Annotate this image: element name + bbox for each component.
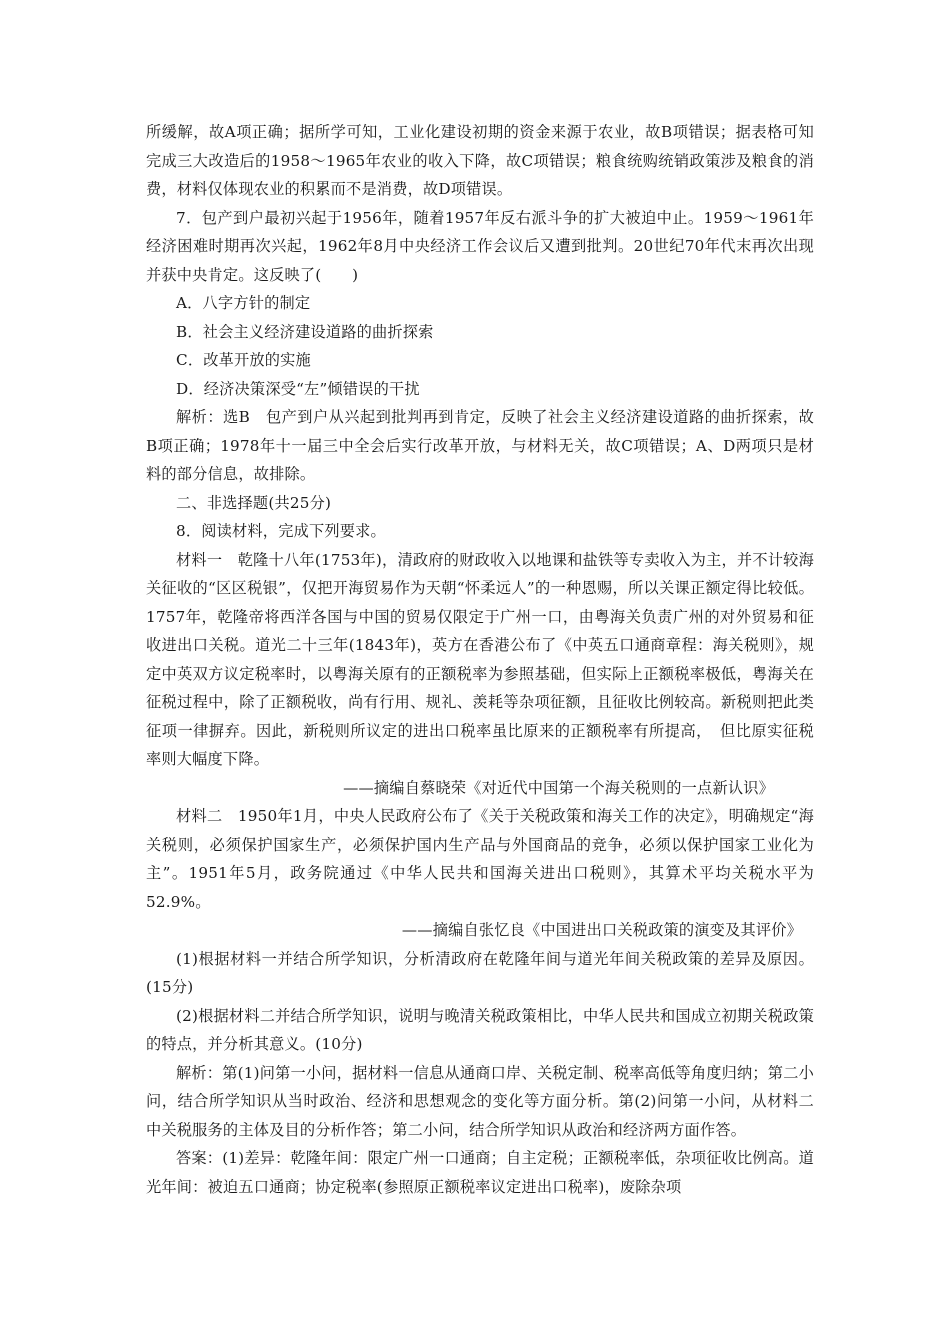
material-one: 材料一 乾隆十八年(1753年)，清政府的财政收入以地课和盐铁等专卖收入为主，并不计较海关征收的“区区税银”，仅把开海贸易作为天朝“怀柔远人”的一种恩赐，所以关课正额定得比较低。1757年，乾隆帝将西洋各国与中国的贸易仅限定于广州一口，由粤海关负责广州的对外贸易和征收进出口关税。道光二十三年(1843年)，英方在香港公布了《中英五口通商章程：海关税则》，规定中英双方议定税率时，以粤海关原有的正额税率为参照基础，但实际上正额税率极低，粤海关在征税过程中，除了正额税收，尚有行用、规礼、羡耗等杂项征额，且征收比例较高。新税则把此类征项一律摒弃。因此，新税则所议定的进出口税率虽比原来的正额税率有所提高， 但比原实征税率则大幅度下降。	[146, 550, 814, 768]
question-8-stem: 8．阅读材料，完成下列要求。	[176, 522, 386, 540]
section-heading: 二、非选择题(共25分)	[176, 493, 332, 512]
question-7-option-c: C．改革开放的实施	[176, 351, 311, 369]
sub-question-1: (1)根据材料一并结合所学知识，分析清政府在乾隆年间与道光年间关税政策的差异及原因。(15分)	[146, 949, 814, 996]
question-7-option-b: B．社会主义经济建设道路的曲折探索	[176, 322, 434, 341]
question-7-option-a: A．八字方针的制定	[176, 294, 311, 312]
continued-analysis: 所缓解，故A项正确；据所学可知，工业化建设初期的资金来源于农业，故B项错误；据表格可知完成三大改造后的1958～1965年农业的收入下降，故C项错误；粮食统购统销政策涉及粮食的消费，材料仅体现农业的积累而不是消费，故D项错误。	[146, 123, 814, 198]
question-7-analysis: 解析：选B 包产到户从兴起到批判再到肯定，反映了社会主义经济建设道路的曲折探索，故B项正确；1978年十一届三中全会后实行改革开放，与材料无关，故C项错误；A、D两项只是材料的部分信息，故排除。	[146, 408, 814, 483]
material-one-source: ——摘编自蔡晓荣《对近代中国第一个海关税则的一点新认识》	[343, 778, 774, 797]
material-two: 材料二 1950年1月，中央人民政府公布了《关于关税政策和海关工作的决定》，明确规定“海关税则，必须保护国家生产，必须保护国内生产品与外国商品的竞争，必须以保护国家工业化为主”。1951年5月，政务院通过《中华人民共和国海关进出口税则》，其算术平均关税水平为52.9%。	[146, 807, 814, 911]
question-7-option-d: D．经济决策深受“左”倾错误的干扰	[176, 379, 420, 398]
question-8-answer: 答案：(1)差异：乾隆年间：限定广州一口通商；自主定税；正额税率低，杂项征收比例高。道光年间：被迫五口通商；协定税率(参照原正额税率议定进出口税率)，废除杂项	[146, 1149, 814, 1196]
material-two-source: ——摘编自张忆良《中国进出口关税政策的演变及其评价》	[401, 921, 802, 939]
question-7-stem: 7．包产到户最初兴起于1956年，随着1957年反右派斗争的扩大被迫中止。1959～1961年经济困难时期再次兴起，1962年8月中央经济工作会议后又遭到批判。20世纪70年代末再次出现并获中央肯定。这反映了( )	[146, 208, 814, 284]
document-page	[146, 118, 814, 1201]
sub-question-2: (2)根据材料二并结合所学知识，说明与晚清关税政策相比，中华人民共和国成立初期关税政策的特点，并分析其意义。(10分)	[146, 1006, 814, 1053]
question-8-analysis: 解析：第(1)问第一小问，据材料一信息从通商口岸、关税定制、税率高低等角度归纳；第二小问，结合所学知识从当时政治、经济和思想观念的变化等方面分析。第(2)问第一小问，从材料二中关税服务的主体及目的分析作答；第二小问，结合所学知识从政治和经济两方面作答。	[146, 1063, 814, 1139]
